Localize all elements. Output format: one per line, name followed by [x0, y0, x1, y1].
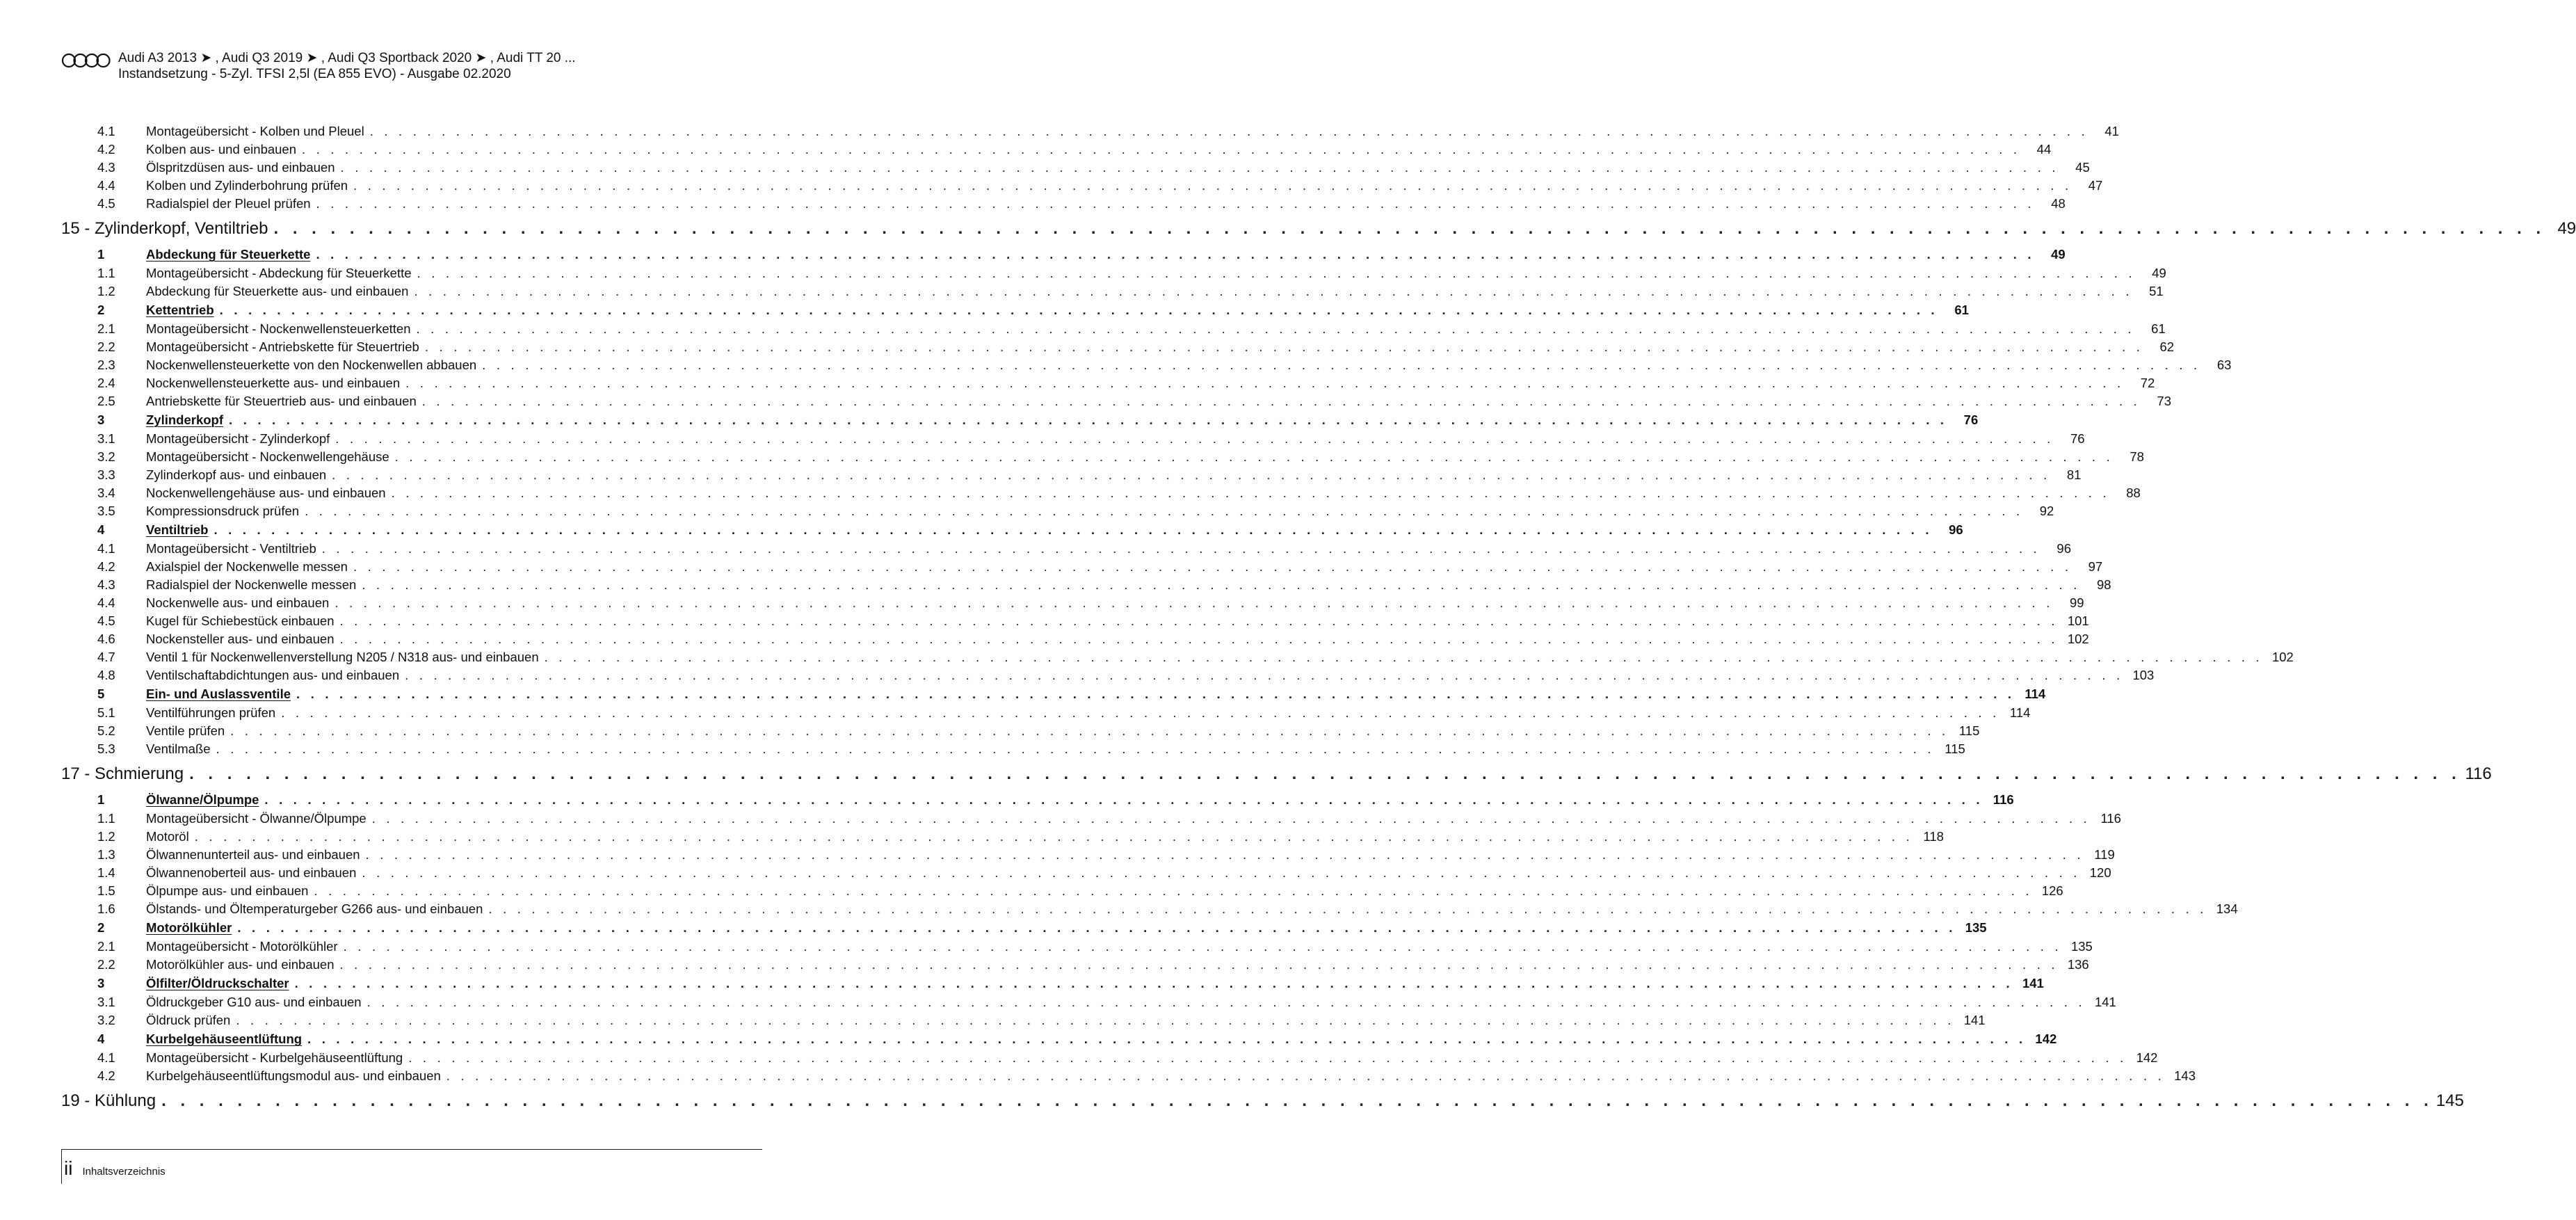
toc-page-number: 134	[2216, 901, 2238, 916]
toc-leader-dots: . . . . . . . . . . . . . . . . . . . . . . . . . . . . . . . . . . . . . . . . . . . . . . . . . . . . . . . . . . . . . . . . . . . . . . . . . . . . . . . . . . . . . . . . . . . . . . . . . . . . . . . . . . . . . . . . . . . . . . . .	[236, 1013, 1955, 1027]
toc-entry[interactable]	[61, 392, 2171, 410]
toc-section[interactable]	[61, 410, 1979, 430]
header-edition: Instandsetzung - 5-Zyl. TFSI 2,5l (EA 855 EVO) - Ausgabe 02.2020	[118, 67, 511, 81]
toc-leader-dots: . . . . . . . . . . . . . . . . . . . . . . . . . . . . . . . . . . . . . . . . . . . . . . . . . . . . . . . . . . . . . . . . . . . . . . . . . . . . . . . . . . . . . . . . . . . . . . . . . . . . . . . . . . . . . . . . . . . . . . . .	[273, 219, 2546, 238]
toc-number: 1.1	[97, 811, 115, 826]
toc-title: Motorölkühler aus- und einbauen	[146, 957, 335, 972]
toc-title: Nockensteller aus- und einbauen	[146, 632, 335, 646]
toc-page-number: 126	[2041, 883, 2063, 898]
toc-page-number: 44	[2036, 142, 2052, 156]
toc-title: Montageübersicht - Ventiltrieb	[146, 541, 316, 556]
toc-page-number: 142	[2035, 1032, 2057, 1046]
toc-title: Kettentrieb	[146, 303, 214, 317]
toc-number: 2.2	[97, 339, 115, 354]
toc-title: Motorölkühler	[146, 920, 232, 935]
toc-page-number: 61	[2151, 321, 2166, 336]
toc-page-number: 141	[1963, 1013, 1986, 1027]
toc-leader-dots: . . . . . . . . . . . . . . . . . . . . . . . . . . . . . . . . . . . . . . . . . . . . . . . . . . . . . . . . . . . . . . . . . . . . . . . . . . . . . . . . . . . . . . . . . . . . . . . . . . . . . . . . . . . . . . . . . . . . . . . .	[229, 412, 1948, 427]
toc-page-number: 96	[1949, 522, 1963, 537]
toc-number: 2.2	[97, 957, 115, 972]
toc-title: Ölwannenoberteil aus- und einbauen	[146, 865, 357, 880]
toc-page-number: 114	[2009, 705, 2031, 720]
toc-title: Antriebskette für Steuertrieb aus- und einbauen	[146, 394, 417, 408]
toc-page-number: 101	[2067, 613, 2089, 628]
toc-page-number: 135	[1965, 920, 1987, 935]
toc-title: Nockenwellensteuerkette von den Nockenwellen abbauen	[146, 358, 477, 372]
toc-entry[interactable]	[61, 484, 2141, 502]
toc-entry[interactable]	[61, 356, 2232, 374]
toc-title: Montageübersicht - Nockenwellensteuerketten	[146, 321, 411, 336]
toc-leader-dots: . . . . . . . . . . . . . . . . . . . . . . . . . . . . . . . . . . . . . . . . . . . . . . . . . . . . . . . . . . . . . . . . . . . . . . . . . . . . . . . . . . . . . . . . . . . . . . . . . . . . . . . . . . . . . . . . . . . . . . . .	[316, 247, 2035, 262]
footer-label: Inhaltsverzeichnis	[82, 1166, 166, 1178]
toc-page-number: 114	[2024, 687, 2046, 701]
toc-leader-dots: . . . . . . . . . . . . . . . . . . . . . . . . . . . . . . . . . . . . . . . . . . . . . . . . . . . . . . . . . . . . . . . . . . . . . . . . . . . . . . . . . . . . . . . . . . . . . . . . . . . . . . . . . . . . . . . . . . . . . . . .	[294, 976, 2013, 990]
toc-entry[interactable]	[61, 1049, 2158, 1067]
toc-title: Montageübersicht - Motorölkühler	[146, 939, 338, 954]
toc-section[interactable]	[61, 520, 1963, 540]
toc-page-number: 76	[2070, 431, 2085, 446]
toc-leader-dots: . . . . . . . . . . . . . . . . . . . . . . . . . . . . . . . . . . . . . . . . . . . . . . . . . . . . . . . . . . . . . . . . . . . . . . . . . . . . . . . . . . . . . . . . . . . . . . . . . . . . . . . . . . . . . . . . . . . . . . . .	[316, 196, 2035, 211]
toc-leader-dots: . . . . . . . . . . . . . . . . . . . . . . . . . . . . . . . . . . . . . . . . . . . . . . . . . . . . . . . . . . . . . . . . . . . . . . . . . . . . . . . . . . . . . . . . . . . . . . . . . . . . . . . . . . . . . . . . . . . . . . . .	[302, 142, 2021, 156]
toc-leader-dots: . . . . . . . . . . . . . . . . . . . . . . . . . . . . . . . . . . . . . . . . . . . . . . . . . . . . . . . . . . . . . . . . . . . . . . . . . . . . . . . . . . . . . . . . . . . . . . . . . . . . . . . . . . . . . . . . . . . . . . . .	[335, 595, 2054, 610]
toc-entry[interactable]	[61, 938, 2093, 956]
toc-number: 4.7	[97, 650, 115, 664]
toc-page-number: 76	[1963, 412, 1979, 427]
page-number: ii	[64, 1157, 73, 1179]
toc-section[interactable]	[61, 1029, 2057, 1049]
toc-entry[interactable]	[61, 864, 2111, 882]
toc-page-number: 45	[2075, 160, 2090, 175]
toc-leader-dots: . . . . . . . . . . . . . . . . . . . . . . . . . . . . . . . . . . . . . . . . . . . . . . . . . . . . . . . . . . . . . . . . . . . . . . . . . . . . . . . . . . . . . . . . . . . . . . . . . . . . . . . . . . . . . . . . . . . . . . . .	[281, 705, 2000, 720]
toc-page-number: 116	[1993, 792, 2014, 807]
toc-leader-dots: . . . . . . . . . . . . . . . . . . . . . . . . . . . . . . . . . . . . . . . . . . . . . . . . . . . . . . . . . . . . . . . . . . . . . . . . . . . . . . . . . . . . . . . . . . . . . . . . . . . . . . . . . . . . . . . . . . . . . . . .	[362, 577, 2081, 592]
toc-title: Nockenwelle aus- und einbauen	[146, 595, 330, 610]
toc-page-number: 81	[2066, 467, 2082, 482]
toc-leader-dots: . . . . . . . . . . . . . . . . . . . . . . . . . . . . . . . . . . . . . . . . . . . . . . . . . . . . . . . . . . . . . . . . . . . . . . . . . . . . . . . . . . . . . . . . . . . . . . . . . . . . . . . . . . . . . . . . . . . . . . . .	[417, 266, 2136, 280]
toc-entry[interactable]	[61, 282, 2164, 300]
toc-number: 3	[97, 976, 105, 990]
toc-page-number: 116	[2465, 764, 2492, 783]
toc-title: Montageübersicht - Antriebskette für Steuertrieb	[146, 339, 419, 354]
toc-leader-dots: . . . . . . . . . . . . . . . . . . . . . . . . . . . . . . . . . . . . . . . . . . . . . . . . . . . . . . . . . . . . . . . . . . . . . . . . . . . . . . . . . . . . . . . . . . . . . . . . . . . . . . . . . . . . . . . . . . . . . . . .	[405, 376, 2125, 390]
toc-leader-dots: . . . . . . . . . . . . . . . . . . . . . . . . . . . . . . . . . . . . . . . . . . . . . . . . . . . . . . . . . . . . . . . . . . . . . . . . . . . . . . . . . . . . . . . . . . . . . . . . . . . . . . . . . . . . . . . . . . . . . . . .	[161, 1091, 2433, 1110]
toc-number: 4.5	[97, 196, 115, 211]
toc-title: Montageübersicht - Ölwanne/Ölpumpe	[146, 811, 367, 826]
toc-leader-dots: . . . . . . . . . . . . . . . . . . . . . . . . . . . . . . . . . . . . . . . . . . . . . . . . . . . . . . . . . . . . . . . . . . . . . . . . . . . . . . . . . . . . . . . . . . . . . . . . . . . . . . . . . . . . . . . . . . . . . . . .	[367, 995, 2086, 1009]
toc-entry[interactable]	[61, 576, 2111, 594]
toc-entry[interactable]	[61, 466, 2082, 484]
toc-title: Zylinderkopf	[146, 412, 224, 427]
toc-page-number: 116	[2100, 811, 2121, 826]
toc-entry[interactable]	[61, 1067, 2196, 1085]
toc-entry[interactable]	[61, 630, 2089, 648]
toc-entry[interactable]	[61, 558, 2103, 576]
toc-page-number: 135	[2070, 939, 2093, 954]
toc-title: Ventile prüfen	[146, 723, 225, 738]
toc-page-number: 142	[2136, 1050, 2158, 1065]
toc-title: Ventil 1 für Nockenwellenverstellung N205 / N318 aus- und einbauen	[146, 650, 539, 664]
toc-title: Montageübersicht - Kurbelgehäuseentlüftung	[146, 1050, 403, 1065]
table-of-contents	[61, 122, 2576, 1117]
toc-leader-dots: . . . . . . . . . . . . . . . . . . . . . . . . . . . . . . . . . . . . . . . . . . . . . . . . . . . . . . . . . . . . . . . . . . . . . . . . . . . . . . . . . . . . . . . . . . . . . . . . . . . . . . . . . . . . . . . . . . . . . . . .	[394, 449, 2114, 464]
toc-page-number: 115	[1958, 723, 1980, 738]
toc-title: Kurbelgehäuseentlüftungsmodul aus- und einbauen	[146, 1068, 441, 1083]
toc-number: 2.4	[97, 376, 115, 390]
toc-number: 1.2	[97, 284, 115, 298]
toc-title: Abdeckung für Steuerkette	[146, 247, 311, 262]
toc-leader-dots: . . . . . . . . . . . . . . . . . . . . . . . . . . . . . . . . . . . . . . . . . . . . . . . . . . . . . . . . . . . . . . . . . . . . . . . . . . . . . . . . . . . . . . . . . . . . . . . . . . . . . . . . . . . . . . . . . . . . . . . .	[189, 764, 2461, 783]
toc-page-number: 41	[2104, 124, 2119, 138]
toc-number: 4.4	[97, 178, 115, 193]
toc-number: 2.1	[97, 939, 115, 954]
toc-title: Öldruck prüfen	[146, 1013, 231, 1027]
toc-page-number: 141	[2094, 995, 2116, 1009]
footer-divider	[61, 1149, 762, 1150]
toc-page-number: 73	[2157, 394, 2171, 408]
toc-title: Radialspiel der Nockenwelle messen	[146, 577, 357, 592]
toc-leader-dots: . . . . . . . . . . . . . . . . . . . . . . . . . . . . . . . . . . . . . . . . . . . . . . . . . . . . . . . . . . . . . . . . . . . . . . . . . . . . . . . . . . . . . . . . . . . . . . . . . . . . . . . . . . . . . . . . . . . . . . . .	[405, 668, 2124, 682]
toc-leader-dots: . . . . . . . . . . . . . . . . . . . . . . . . . . . . . . . . . . . . . . . . . . . . . . . . . . . . . . . . . . . . . . . . . . . . . . . . . . . . . . . . . . . . . . . . . . . . . . . . . . . . . . . . . . . . . . . . . . . . . . . .	[544, 650, 2263, 664]
toc-chapter[interactable]	[61, 758, 2492, 790]
toc-title: Montageübersicht - Nockenwellengehäuse	[146, 449, 389, 464]
toc-title: Ölwannenunterteil aus- und einbauen	[146, 847, 360, 862]
toc-leader-dots: . . . . . . . . . . . . . . . . . . . . . . . . . . . . . . . . . . . . . . . . . . . . . . . . . . . . . . . . . . . . . . . . . . . . . . . . . . . . . . . . . . . . . . . . . . . . . . . . . . . . . . . . . . . . . . . . . . . . . . . .	[339, 613, 2059, 628]
toc-entry[interactable]	[61, 648, 2294, 666]
toc-number: 1	[97, 792, 105, 807]
toc-title: 17 - Schmierung	[61, 764, 184, 783]
toc-number: 1.1	[97, 266, 115, 280]
toc-leader-dots: . . . . . . . . . . . . . . . . . . . . . . . . . . . . . . . . . . . . . . . . . . . . . . . . . . . . . . . . . . . . . . . . . . . . . . . . . . . . . . . . . . . . . . . . . . . . . . . . . . . . . . . . . . . . . . . . . . . . . . . .	[340, 160, 2059, 175]
toc-page-number: 143	[2174, 1068, 2196, 1083]
toc-leader-dots: . . . . . . . . . . . . . . . . . . . . . . . . . . . . . . . . . . . . . . . . . . . . . . . . . . . . . . . . . . . . . . . . . . . . . . . . . . . . . . . . . . . . . . . . . . . . . . . . . . . . . . . . . . . . . . . . . . . . . . . .	[264, 792, 1983, 807]
toc-leader-dots: . . . . . . . . . . . . . . . . . . . . . . . . . . . . . . . . . . . . . . . . . . . . . . . . . . . . . . . . . . . . . . . . . . . . . . . . . . . . . . . . . . . . . . . . . . . . . . . . . . . . . . . . . . . . . . . . . . . . . . . .	[339, 632, 2059, 646]
toc-leader-dots: . . . . . . . . . . . . . . . . . . . . . . . . . . . . . . . . . . . . . . . . . . . . . . . . . . . . . . . . . . . . . . . . . . . . . . . . . . . . . . . . . . . . . . . . . . . . . . . . . . . . . . . . . . . . . . . . . . . . . . . .	[421, 394, 2141, 408]
toc-section[interactable]	[61, 974, 2044, 993]
toc-number: 4.6	[97, 632, 115, 646]
toc-entry[interactable]	[61, 666, 2155, 684]
toc-number: 1.5	[97, 883, 115, 898]
toc-entry[interactable]	[61, 704, 2031, 722]
toc-number: 5.2	[97, 723, 115, 738]
toc-number: 3.5	[97, 504, 115, 518]
toc-title: Ventilmaße	[146, 741, 211, 756]
toc-page-number: 115	[1945, 741, 1965, 756]
toc-title: Kolben und Zylinderbohrung prüfen	[146, 178, 348, 193]
toc-page-number: 47	[2088, 178, 2103, 193]
toc-number: 4.5	[97, 613, 115, 628]
toc-leader-dots: . . . . . . . . . . . . . . . . . . . . . . . . . . . . . . . . . . . . . . . . . . . . . . . . . . . . . . . . . . . . . . . . . . . . . . . . . . . . . . . . . . . . . . . . . . . . . . . . . . . . . . . . . . . . . . . . . . . . . . . .	[416, 321, 2135, 336]
toc-leader-dots: . . . . . . . . . . . . . . . . . . . . . . . . . . . . . . . . . . . . . . . . . . . . . . . . . . . . . . . . . . . . . . . . . . . . . . . . . . . . . . . . . . . . . . . . . . . . . . . . . . . . . . . . . . . . . . . . . . . . . . . .	[214, 522, 1933, 537]
toc-title: 19 - Kühlung	[61, 1091, 156, 1110]
toc-leader-dots: . . . . . . . . . . . . . . . . . . . . . . . . . . . . . . . . . . . . . . . . . . . . . . . . . . . . . . . . . . . . . . . . . . . . . . . . . . . . . . . . . . . . . . . . . . . . . . . . . . . . . . . . . . . . . . . . . . . . . . . .	[230, 723, 1949, 738]
toc-page-number: 102	[2271, 650, 2294, 664]
toc-number: 3.2	[97, 1013, 115, 1027]
toc-number: 3.2	[97, 449, 115, 464]
toc-leader-dots: . . . . . . . . . . . . . . . . . . . . . . . . . . . . . . . . . . . . . . . . . . . . . . . . . . . . . . . . . . . . . . . . . . . . . . . . . . . . . . . . . . . . . . . . . . . . . . . . . . . . . . . . . . . . . . . . . . . . . . . .	[194, 829, 1913, 844]
toc-title: Abdeckung für Steuerkette aus- und einbauen	[146, 284, 409, 298]
toc-leader-dots: . . . . . . . . . . . . . . . . . . . . . . . . . . . . . . . . . . . . . . . . . . . . . . . . . . . . . . . . . . . . . . . . . . . . . . . . . . . . . . . . . . . . . . . . . . . . . . . . . . . . . . . . . . . . . . . . . . . . . . . .	[369, 124, 2088, 138]
toc-leader-dots: . . . . . . . . . . . . . . . . . . . . . . . . . . . . . . . . . . . . . . . . . . . . . . . . . . . . . . . . . . . . . . . . . . . . . . . . . . . . . . . . . . . . . . . . . . . . . . . . . . . . . . . . . . . . . . . . . . . . . . . .	[339, 957, 2059, 972]
toc-title: Motoröl	[146, 829, 189, 844]
toc-leader-dots: . . . . . . . . . . . . . . . . . . . . . . . . . . . . . . . . . . . . . . . . . . . . . . . . . . . . . . . . . . . . . . . . . . . . . . . . . . . . . . . . . . . . . . . . . . . . . . . . . . . . . . . . . . . . . . . . . . . . . . . .	[371, 811, 2091, 826]
toc-leader-dots: . . . . . . . . . . . . . . . . . . . . . . . . . . . . . . . . . . . . . . . . . . . . . . . . . . . . . . . . . . . . . . . . . . . . . . . . . . . . . . . . . . . . . . . . . . . . . . . . . . . . . . . . . . . . . . . . . . . . . . . .	[414, 284, 2133, 298]
toc-number: 3	[97, 412, 105, 427]
toc-page-number: 63	[2216, 358, 2232, 372]
toc-page-number: 118	[1923, 829, 1944, 844]
toc-page-number: 62	[2159, 339, 2175, 354]
toc-number: 4.2	[97, 1068, 115, 1083]
toc-leader-dots: . . . . . . . . . . . . . . . . . . . . . . . . . . . . . . . . . . . . . . . . . . . . . . . . . . . . . . . . . . . . . . . . . . . . . . . . . . . . . . . . . . . . . . . . . . . . . . . . . . . . . . . . . . . . . . . . . . . . . . . .	[332, 467, 2051, 482]
toc-entry[interactable]	[61, 122, 2119, 141]
toc-number: 4.2	[97, 559, 115, 574]
toc-title: Ölstands- und Öltemperaturgeber G266 aus- und einbauen	[146, 901, 483, 916]
toc-title: Montageübersicht - Kolben und Pleuel	[146, 124, 364, 138]
toc-title: Ein- und Auslassventile	[146, 687, 291, 701]
toc-page-number: 72	[2140, 376, 2155, 390]
toc-number: 4.3	[97, 577, 115, 592]
toc-section[interactable]	[61, 245, 2066, 264]
toc-number: 3.1	[97, 995, 115, 1009]
toc-section[interactable]	[61, 790, 2014, 810]
toc-number: 1.6	[97, 901, 115, 916]
toc-title: Axialspiel der Nockenwelle messen	[146, 559, 348, 574]
toc-leader-dots: . . . . . . . . . . . . . . . . . . . . . . . . . . . . . . . . . . . . . . . . . . . . . . . . . . . . . . . . . . . . . . . . . . . . . . . . . . . . . . . . . . . . . . . . . . . . . . . . . . . . . . . . . . . . . . . . . . . . . . . .	[424, 339, 2144, 354]
toc-page-number: 98	[2096, 577, 2111, 592]
page-footer	[64, 1157, 166, 1180]
toc-number: 4.8	[97, 668, 115, 682]
toc-number: 1	[97, 247, 105, 262]
toc-section[interactable]	[61, 684, 2046, 704]
toc-number: 4.4	[97, 595, 115, 610]
toc-leader-dots: . . . . . . . . . . . . . . . . . . . . . . . . . . . . . . . . . . . . . . . . . . . . . . . . . . . . . . . . . . . . . . . . . . . . . . . . . . . . . . . . . . . . . . . . . . . . . . . . . . . . . . . . . . . . . . . . . . . . . . . .	[365, 847, 2084, 862]
toc-title: Montageübersicht - Abdeckung für Steuerkette	[146, 266, 412, 280]
toc-title: Ventilführungen prüfen	[146, 705, 276, 720]
toc-leader-dots: . . . . . . . . . . . . . . . . . . . . . . . . . . . . . . . . . . . . . . . . . . . . . . . . . . . . . . . . . . . . . . . . . . . . . . . . . . . . . . . . . . . . . . . . . . . . . . . . . . . . . . . . . . . . . . . . . . . . . . . .	[343, 939, 2062, 954]
toc-page-number: 92	[2039, 504, 2054, 518]
toc-title: Kugel für Schiebestück einbauen	[146, 613, 335, 628]
toc-entry[interactable]	[61, 448, 2144, 466]
toc-page-number: 88	[2126, 485, 2141, 500]
toc-number: 4.1	[97, 541, 115, 556]
toc-title: 15 - Zylinderkopf, Ventiltrieb	[61, 219, 268, 238]
toc-number: 4.3	[97, 160, 115, 175]
toc-leader-dots: . . . . . . . . . . . . . . . . . . . . . . . . . . . . . . . . . . . . . . . . . . . . . . . . . . . . . . . . . . . . . . . . . . . . . . . . . . . . . . . . . . . . . . . . . . . . . . . . . . . . . . . . . . . . . . . . . . . . . . . .	[482, 358, 2201, 372]
toc-section[interactable]	[61, 918, 1987, 938]
toc-title: Nockenwellensteuerkette aus- und einbauen	[146, 376, 401, 390]
toc-number: 2.3	[97, 358, 115, 372]
toc-page-number: 119	[2094, 847, 2115, 862]
toc-title: Ventiltrieb	[146, 522, 209, 537]
toc-leader-dots: . . . . . . . . . . . . . . . . . . . . . . . . . . . . . . . . . . . . . . . . . . . . . . . . . . . . . . . . . . . . . . . . . . . . . . . . . . . . . . . . . . . . . . . . . . . . . . . . . . . . . . . . . . . . . . . . . . . . . . . .	[305, 504, 2024, 518]
toc-page-number: 99	[2069, 595, 2084, 610]
toc-chapter[interactable]	[61, 1085, 2464, 1117]
audi-rings-logo	[61, 53, 111, 68]
toc-page-number: 49	[2051, 247, 2066, 262]
toc-leader-dots: . . . . . . . . . . . . . . . . . . . . . . . . . . . . . . . . . . . . . . . . . . . . . . . . . . . . . . . . . . . . . . . . . . . . . . . . . . . . . . . . . . . . . . . . . . . . . . . . . . . . . . . . . . . . . . . . . . . . . . . .	[237, 920, 1956, 935]
toc-title: Montageübersicht - Zylinderkopf	[146, 431, 330, 446]
toc-entry[interactable]	[61, 956, 2089, 974]
toc-page-number: 78	[2130, 449, 2144, 464]
toc-title: Zylinderkopf aus- und einbauen	[146, 467, 327, 482]
toc-section[interactable]	[61, 300, 1969, 320]
toc-leader-dots: . . . . . . . . . . . . . . . . . . . . . . . . . . . . . . . . . . . . . . . . . . . . . . . . . . . . . . . . . . . . . . . . . . . . . . . . . . . . . . . . . . . . . . . . . . . . . . . . . . . . . . . . . . . . . . . . . . . . . . . .	[335, 431, 2054, 446]
toc-number: 2	[97, 920, 105, 935]
toc-number: 1.4	[97, 865, 115, 880]
toc-title: Ölfilter/Öldruckschalter	[146, 976, 289, 990]
toc-page-number: 97	[2088, 559, 2103, 574]
toc-entry[interactable]	[61, 740, 1965, 758]
toc-entry[interactable]	[61, 430, 2085, 448]
toc-page-number: 51	[2149, 284, 2164, 298]
toc-number: 4.2	[97, 142, 115, 156]
toc-entry[interactable]	[61, 810, 2121, 828]
toc-entry[interactable]	[61, 900, 2238, 918]
toc-page-number: 141	[2022, 976, 2044, 990]
toc-leader-dots: . . . . . . . . . . . . . . . . . . . . . . . . . . . . . . . . . . . . . . . . . . . . . . . . . . . . . . . . . . . . . . . . . . . . . . . . . . . . . . . . . . . . . . . . . . . . . . . . . . . . . . . . . . . . . . . . . . . . . . . .	[446, 1068, 2165, 1083]
toc-leader-dots: . . . . . . . . . . . . . . . . . . . . . . . . . . . . . . . . . . . . . . . . . . . . . . . . . . . . . . . . . . . . . . . . . . . . . . . . . . . . . . . . . . . . . . . . . . . . . . . . . . . . . . . . . . . . . . . . . . . . . . . .	[353, 178, 2072, 193]
toc-entry[interactable]	[61, 159, 2090, 177]
toc-number: 4.1	[97, 124, 115, 138]
toc-page-number: 103	[2132, 668, 2155, 682]
toc-title: Ölspritzdüsen aus- und einbauen	[146, 160, 335, 175]
toc-number: 4	[97, 522, 105, 537]
toc-title: Ölpumpe aus- und einbauen	[146, 883, 309, 898]
toc-entry[interactable]	[61, 594, 2084, 612]
header-vehicle-models: Audi A3 2013 ➤ , Audi Q3 2019 ➤ , Audi Q3 Sportback 2020 ➤ , Audi TT 20 ...	[118, 51, 576, 65]
toc-chapter[interactable]	[61, 213, 2576, 245]
toc-number: 2.5	[97, 394, 115, 408]
toc-leader-dots: . . . . . . . . . . . . . . . . . . . . . . . . . . . . . . . . . . . . . . . . . . . . . . . . . . . . . . . . . . . . . . . . . . . . . . . . . . . . . . . . . . . . . . . . . . . . . . . . . . . . . . . . . . . . . . . . . . . . . . . .	[391, 485, 2110, 500]
toc-page-number: 48	[2051, 196, 2066, 211]
toc-leader-dots: . . . . . . . . . . . . . . . . . . . . . . . . . . . . . . . . . . . . . . . . . . . . . . . . . . . . . . . . . . . . . . . . . . . . . . . . . . . . . . . . . . . . . . . . . . . . . . . . . . . . . . . . . . . . . . . . . . . . . . . .	[296, 687, 2015, 701]
toc-page-number: 102	[2067, 632, 2089, 646]
toc-number: 4.1	[97, 1050, 115, 1065]
toc-entry[interactable]	[61, 195, 2066, 213]
toc-entry[interactable]	[61, 846, 2115, 864]
toc-page-number: 96	[2056, 541, 2071, 556]
toc-leader-dots: . . . . . . . . . . . . . . . . . . . . . . . . . . . . . . . . . . . . . . . . . . . . . . . . . . . . . . . . . . . . . . . . . . . . . . . . . . . . . . . . . . . . . . . . . . . . . . . . . . . . . . . . . . . . . . . . . . . . . . . .	[488, 901, 2207, 916]
toc-leader-dots: . . . . . . . . . . . . . . . . . . . . . . . . . . . . . . . . . . . . . . . . . . . . . . . . . . . . . . . . . . . . . . . . . . . . . . . . . . . . . . . . . . . . . . . . . . . . . . . . . . . . . . . . . . . . . . . . . . . . . . . .	[307, 1032, 2027, 1046]
toc-number: 5.1	[97, 705, 115, 720]
toc-leader-dots: . . . . . . . . . . . . . . . . . . . . . . . . . . . . . . . . . . . . . . . . . . . . . . . . . . . . . . . . . . . . . . . . . . . . . . . . . . . . . . . . . . . . . . . . . . . . . . . . . . . . . . . . . . . . . . . . . . . . . . . .	[219, 303, 1938, 317]
toc-number: 1.3	[97, 847, 115, 862]
toc-entry[interactable]	[61, 502, 2054, 520]
toc-leader-dots: . . . . . . . . . . . . . . . . . . . . . . . . . . . . . . . . . . . . . . . . . . . . . . . . . . . . . . . . . . . . . . . . . . . . . . . . . . . . . . . . . . . . . . . . . . . . . . . . . . . . . . . . . . . . . . . . . . . . . . . .	[353, 559, 2072, 574]
toc-number: 3.1	[97, 431, 115, 446]
toc-entry[interactable]	[61, 338, 2175, 356]
footer-vertical-rule	[61, 1149, 62, 1184]
toc-number: 1.2	[97, 829, 115, 844]
toc-entry[interactable]	[61, 141, 2052, 159]
toc-title: Ölwanne/Ölpumpe	[146, 792, 259, 807]
toc-leader-dots: . . . . . . . . . . . . . . . . . . . . . . . . . . . . . . . . . . . . . . . . . . . . . . . . . . . . . . . . . . . . . . . . . . . . . . . . . . . . . . . . . . . . . . . . . . . . . . . . . . . . . . . . . . . . . . . . . . . . . . . .	[321, 541, 2040, 556]
toc-leader-dots: . . . . . . . . . . . . . . . . . . . . . . . . . . . . . . . . . . . . . . . . . . . . . . . . . . . . . . . . . . . . . . . . . . . . . . . . . . . . . . . . . . . . . . . . . . . . . . . . . . . . . . . . . . . . . . . . . . . . . . . .	[362, 865, 2081, 880]
toc-entry[interactable]	[61, 828, 1944, 846]
toc-number: 5	[97, 687, 105, 701]
toc-entry[interactable]	[61, 1011, 1986, 1029]
toc-entry[interactable]	[61, 882, 2063, 900]
toc-entry[interactable]	[61, 540, 2071, 558]
toc-page-number: 136	[2067, 957, 2089, 972]
toc-number: 2.1	[97, 321, 115, 336]
toc-entry[interactable]	[61, 722, 1980, 740]
toc-title: Kompressionsdruck prüfen	[146, 504, 300, 518]
toc-leader-dots: . . . . . . . . . . . . . . . . . . . . . . . . . . . . . . . . . . . . . . . . . . . . . . . . . . . . . . . . . . . . . . . . . . . . . . . . . . . . . . . . . . . . . . . . . . . . . . . . . . . . . . . . . . . . . . . . . . . . . . . .	[216, 741, 1935, 756]
toc-title: Kurbelgehäuseentlüftung	[146, 1032, 303, 1046]
toc-page-number: 49	[2557, 219, 2576, 238]
toc-title: Ventilschaftabdichtungen aus- und einbauen	[146, 668, 400, 682]
toc-page-number: 49	[2152, 266, 2166, 280]
toc-page-number: 120	[2089, 865, 2111, 880]
toc-number: 2	[97, 303, 105, 317]
toc-entry[interactable]	[61, 177, 2103, 195]
toc-number: 3.4	[97, 485, 115, 500]
toc-entry[interactable]	[61, 612, 2089, 630]
toc-entry[interactable]	[61, 374, 2155, 392]
toc-title: Nockenwellengehäuse aus- und einbauen	[146, 485, 386, 500]
toc-page-number: 61	[1954, 303, 1969, 317]
toc-number: 5.3	[97, 741, 115, 756]
toc-title: Radialspiel der Pleuel prüfen	[146, 196, 311, 211]
toc-page-number: 145	[2436, 1091, 2464, 1110]
toc-title: Kolben aus- und einbauen	[146, 142, 297, 156]
toc-entry[interactable]	[61, 264, 2166, 282]
toc-number: 4	[97, 1032, 105, 1046]
toc-leader-dots: . . . . . . . . . . . . . . . . . . . . . . . . . . . . . . . . . . . . . . . . . . . . . . . . . . . . . . . . . . . . . . . . . . . . . . . . . . . . . . . . . . . . . . . . . . . . . . . . . . . . . . . . . . . . . . . . . . . . . . . .	[314, 883, 2033, 898]
toc-entry[interactable]	[61, 320, 2166, 338]
toc-number: 3.3	[97, 467, 115, 482]
toc-entry[interactable]	[61, 993, 2116, 1011]
toc-title: Öldruckgeber G10 aus- und einbauen	[146, 995, 362, 1009]
toc-leader-dots: . . . . . . . . . . . . . . . . . . . . . . . . . . . . . . . . . . . . . . . . . . . . . . . . . . . . . . . . . . . . . . . . . . . . . . . . . . . . . . . . . . . . . . . . . . . . . . . . . . . . . . . . . . . . . . . . . . . . . . . .	[408, 1050, 2127, 1065]
